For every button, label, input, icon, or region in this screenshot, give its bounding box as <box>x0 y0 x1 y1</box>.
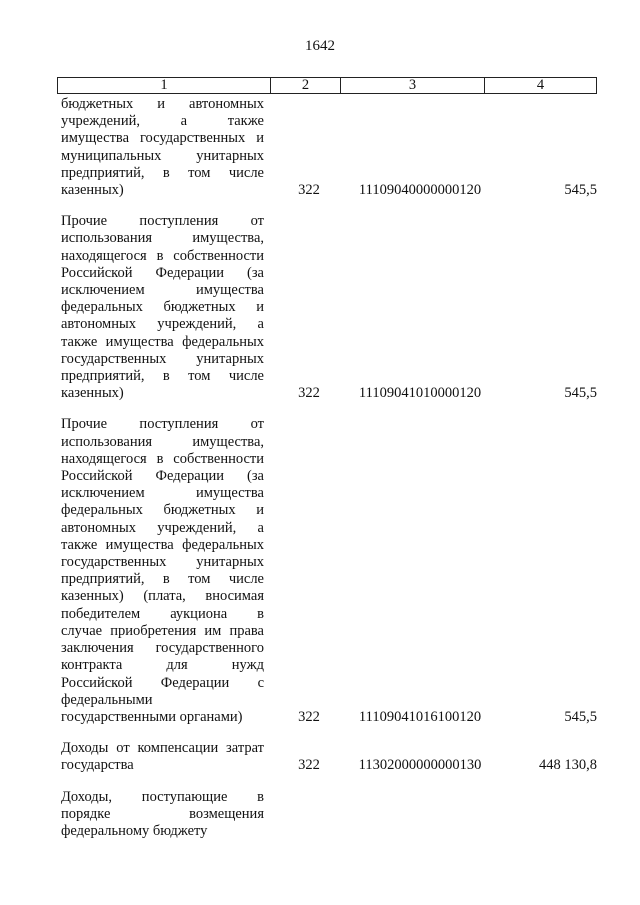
table-row <box>61 213 597 402</box>
description-line: казенных) (плата, вносимая <box>61 588 264 605</box>
description-line: предприятий, в том числе <box>61 164 264 181</box>
table-row <box>61 96 597 199</box>
description-line: предприятий, в том числе <box>61 368 264 385</box>
description-line: государственных унитарных <box>61 554 264 571</box>
description-line: имущества государственных и <box>61 130 264 147</box>
description-line: порядке возмещения <box>61 805 264 822</box>
description-line: казенных) <box>61 182 124 199</box>
description-line: государственными органами) <box>61 708 243 725</box>
row-description <box>61 96 264 199</box>
description-line: казенных) <box>61 385 124 402</box>
description-line: Российской Федерации (за <box>61 468 264 485</box>
description-line: использования имущества, <box>61 433 264 450</box>
description-line: Российской Федерации с <box>61 674 264 691</box>
amount: 448 130,8 <box>539 757 597 774</box>
row-description <box>61 740 264 774</box>
description-line: заключения государственного <box>61 640 264 657</box>
amount: 545,5 <box>564 182 597 199</box>
description-line: победителем аукциона в <box>61 605 264 622</box>
column-header-3: 3 <box>340 78 484 93</box>
description-line: находящегося в собственности <box>61 247 264 264</box>
description-line: бюджетных и автономных <box>61 96 264 112</box>
admin-code: 322 <box>298 182 320 199</box>
budget-classification-code: 11302000000000130 <box>358 757 482 774</box>
table-header <box>57 77 597 94</box>
description-line: учреждений, а также <box>61 113 264 130</box>
table-row <box>61 789 597 841</box>
description-line: исключением имущества <box>61 485 264 502</box>
description-line: федеральных бюджетных и <box>61 502 264 519</box>
admin-code: 322 <box>298 385 320 402</box>
admin-code: 322 <box>298 708 320 725</box>
description-line: федеральными <box>61 691 153 708</box>
budget-classification-code: 11109041016100120 <box>358 708 482 725</box>
description-line: государственных унитарных <box>61 350 264 367</box>
description-line: Прочие поступления от <box>61 416 264 433</box>
page-number: 1642 <box>305 38 335 54</box>
description-line: также имущества федеральных <box>61 333 264 350</box>
description-line: муниципальных унитарных <box>61 147 264 164</box>
row-description <box>61 789 264 841</box>
table-body <box>61 96 597 854</box>
description-line: Прочие поступления от <box>61 213 264 230</box>
description-line: государства <box>61 757 134 774</box>
description-line: контракта для нужд <box>61 657 264 674</box>
description-line: Доходы от компенсации затрат <box>61 740 264 757</box>
table-row <box>61 416 597 726</box>
description-line: использования имущества, <box>61 230 264 247</box>
description-line: федеральному бюджету <box>61 822 208 839</box>
budget-classification-code: 11109041010000120 <box>358 385 482 402</box>
description-line: Российской Федерации (за <box>61 264 264 281</box>
column-header-2: 2 <box>270 78 340 93</box>
column-header-1: 1 <box>160 77 168 93</box>
description-line: находящегося в собственности <box>61 450 264 467</box>
table-row <box>61 740 597 774</box>
description-line: предприятий, в том числе <box>61 571 264 588</box>
admin-code: 322 <box>298 757 320 774</box>
row-description <box>61 416 264 726</box>
column-header-4: 4 <box>484 78 596 93</box>
description-line: случае приобретения им права <box>61 622 264 639</box>
budget-classification-code: 11109040000000120 <box>358 182 482 199</box>
amount: 545,5 <box>564 708 597 725</box>
description-line: исключением имущества <box>61 282 264 299</box>
description-line: Доходы, поступающие в <box>61 788 264 805</box>
description-line: автономных учреждений, а <box>61 316 264 333</box>
row-description <box>61 213 264 402</box>
description-line: также имущества федеральных <box>61 536 264 553</box>
amount: 545,5 <box>564 385 597 402</box>
description-line: автономных учреждений, а <box>61 519 264 536</box>
description-line: федеральных бюджетных и <box>61 299 264 316</box>
